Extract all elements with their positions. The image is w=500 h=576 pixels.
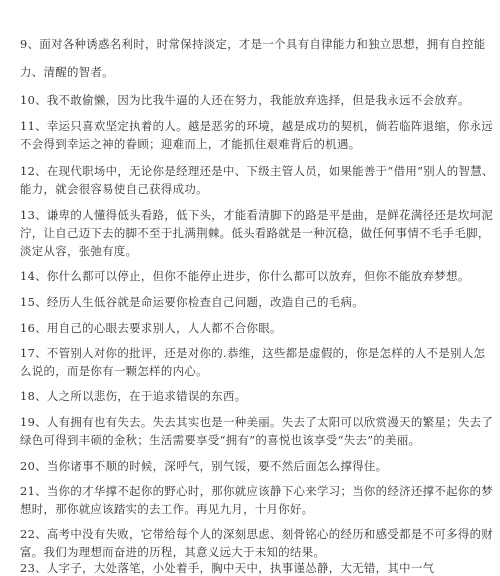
paragraph-line: 淡定从容，张弛有度。 — [20, 244, 138, 258]
paragraph-line: 13、谦卑的人懂得低头看路，低下头，才能看清脚下的路是平是曲，是鲜花满径还是坎坷泥 — [20, 208, 494, 222]
paragraph-line: 想时，那你就应该踏实的去工作。再见九月，十月你好。 — [20, 502, 314, 516]
paragraph-line: 么说的，而是你有一颗怎样的内心。 — [20, 364, 208, 378]
paragraph-line: 14、你什么都可以停止，但你不能停止进步，你什么都可以放弃，但你不能放弃梦想。 — [20, 269, 470, 283]
paragraph-line: 15、经历人生低谷就是命运要你检查自己问题，改造自己的毛病。 — [20, 295, 364, 309]
paragraph-line: 10、我不敢偷懒，因为比我牛逼的人还在努力，我能放弃选择，但是我永远不会放弃。 — [20, 93, 470, 107]
paragraph-line: 18、人之所以悲伤，在于追求错误的东西。 — [20, 389, 247, 403]
paragraph-line: 富。我们为理想而奋进的历程，其意义远大于未知的结果。 — [20, 545, 326, 559]
paragraph-line: 12、在现代职场中，无论你是经理还是中、下级主管人员，如果能善于“借用”别人的智慧、 — [20, 164, 494, 178]
paragraph-line: 21、当你的才华撑不起你的野心时，那你就应该静下心来学习；当你的经济还撑不起你的梦 — [20, 484, 494, 498]
paragraph-line: 16、用自己的心眼去要求别人，人人都不合你眼。 — [20, 321, 282, 335]
paragraph-line: 9、面对各种诱惑名利时，时常保持淡定，才是一个具有自律能力和独立思想，拥有自控能 — [20, 37, 486, 51]
paragraph-line: 11、幸运只喜欢坚定执着的人。越是恶劣的环境，越是成功的契机，倘若临阵退缩，你永远 — [20, 119, 494, 133]
paragraph-line: 不会得到幸运之神的眷顾；迎难而上，才能抓住艰难背后的机遇。 — [20, 137, 361, 151]
paragraph-line: 17、不管别人对你的批评，还是对你的.恭维，这些都是虚假的，你是怎样的人不是别人怎 — [20, 346, 486, 360]
paragraph-line: 19、人有拥有也有失去。失去其实也是一种美丽。失去了太阳可以欣赏漫天的繁星；失去了 — [20, 415, 494, 429]
paragraph-line: 22、高考中没有失败，它带给每个人的深刻思虑、刻骨铭心的经历和感受都是不可多得的财 — [20, 527, 494, 541]
paragraph-line: 力、清醒的智者。 — [20, 65, 114, 79]
paragraph-line: 能力，就会很容易使自己获得成功。 — [20, 182, 208, 196]
paragraph-line: 泞，让自己迈下去的脚不至于扎满荆棘。低头看路就是一种沉稳，做任何事情不毛手毛脚， — [20, 226, 490, 240]
paragraph-line: 20、当你诸事不顺的时候，深呼气，别气馁，要不然后面怎么撑得住。 — [20, 459, 388, 473]
paragraph-line: 绿色可得到丰硕的金秋；生活需要享受“拥有”的喜悦也该享受“失去”的美丽。 — [20, 433, 421, 447]
paragraph-line: 23、人字子，大处落笔，小处着手，胸中天中，执事谨怂静，大无错，其中一气 — [20, 561, 435, 575]
